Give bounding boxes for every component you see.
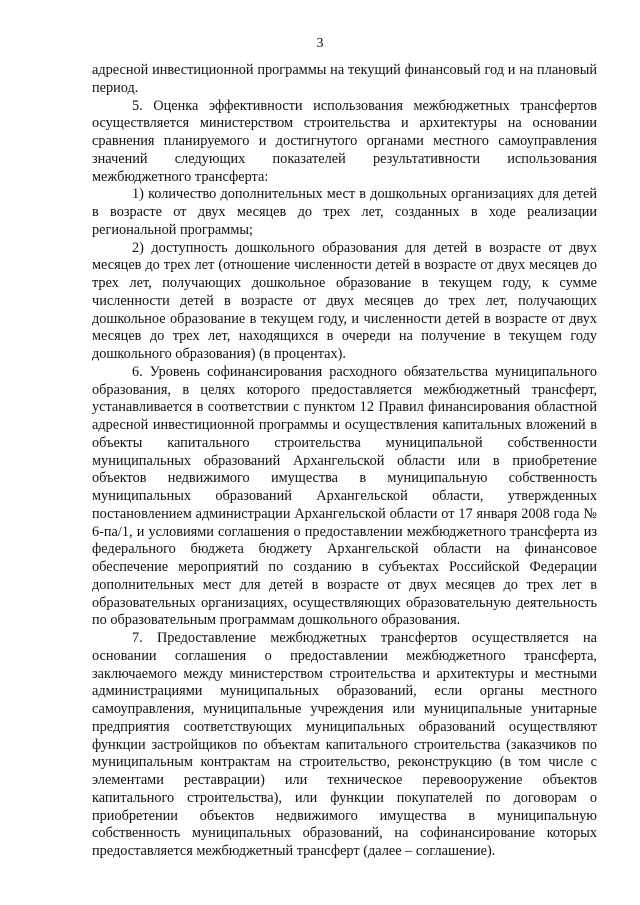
paragraph-subitem-2: 2) доступность дошкольного образования для детей в возрасте от двух месяцев до трех лет (отношение численности детей в возрасте от двух месяцев до трех лет, получающих дошкольное образование в текущем году, к сумме численности детей в возрасте от двух месяцев до трех лет, получающих дошкольное образование в текущем году, и численности детей в возрасте от двух месяцев до трех лет, находящихся в очереди на получение в текущем году дошкольного образования) (в процентах). [92, 239, 597, 362]
paragraph-subitem-1: 1) количество дополнительных мест в дошкольных организациях для детей в возрасте от двух месяцев до трех лет, созданных в ходе реализации региональной программы; [92, 186, 597, 238]
paragraph-item-7: 7. Предоставление межбюджетных трансфертов осуществляется на основании соглашения о предоставлении межбюджетного трансферта, заключаемого между министерством строительства и архитектуры и местными администрациями муниципальных образований, если органы местного самоуправления, муниципальные учреждения или муниципальные унитарные предприятия соответствующих муниципальных образований осуществляют функции застройщиков по объектам капитального строительства (заказчиков по муниципальным контрактам на строительство, реконструкцию (в том числе с элементами реставрации) или техническое перевооружение объектов капитального строительства), или функции покупателей по договорам о приобретении объектов недвижимого имущества в муниципальную собственность муниципальных образований, на софинансирование которых предоставляется межбюджетный трансферт (далее – соглашение). [92, 630, 597, 859]
paragraph-continuation: адресной инвестиционной программы на текущий финансовый год и на плановый период. [92, 62, 597, 96]
document-body [92, 62, 597, 861]
paragraph-item-5: 5. Оценка эффективности использования межбюджетных трансфертов осуществляется министерством строительства и архитектуры на основании сравнения планируемого и достигнутого органами местного самоуправления значений следующих показателей результативности использования межбюджетного трансферта: [92, 97, 597, 185]
page-number: 3 [316, 36, 324, 51]
paragraph-item-6: 6. Уровень софинансирования расходного обязательства муниципального образования, в целях которого предоставляется межбюджетный трансферт, устанавливается в соответствии с пунктом 12 Правил финансирования областной адресной инвестиционной программы и осуществления капитальных вложений в объекты капитального строительства муниципальной собственности муниципальных образований Архангельской области или в приобретение объектов недвижимого имущества в муниципальную собственность муниципальных образований Архангельской области, утвержденных постановлением администрации Архангельской области от 17 января 2008 года № 6-па/1, и условиями соглашения о предоставлении межбюджетного трансферта из федерального бюджета бюджету Архангельской области на финансовое обеспечение мероприятий по созданию в субъектах Российской Федерации дополнительных мест для детей в возрасте от двух месяцев до трех лет в образовательных организациях, осуществляющих образовательную деятельность по образовательным программам дошкольного образования. [92, 363, 597, 629]
